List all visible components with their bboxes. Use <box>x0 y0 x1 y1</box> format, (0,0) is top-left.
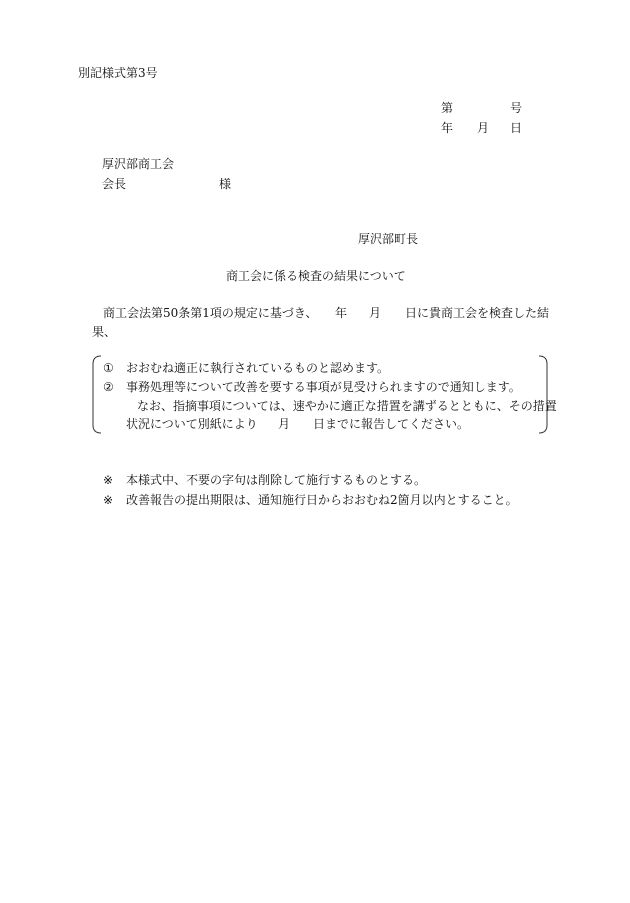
result-item2-text: 事務処理等について改善を要する事項が見受けられますので通知します。 <box>126 380 521 394</box>
addressee-title: 会長 <box>102 177 127 191</box>
subject-title: 商工会に係る検査の結果について <box>226 269 406 283</box>
body-text-continuation: 果、 <box>92 325 117 339</box>
addressee-honorific: 様 <box>219 177 232 191</box>
footnote-text: 改善報告の提出期限は、通知施行日からおおむね2箇月以内とすること。 <box>126 493 518 507</box>
date-year: 年 <box>441 121 454 135</box>
sender: 厚沢部町長 <box>358 232 419 246</box>
result-note-line2b: 日までに報告してください。 <box>313 417 470 431</box>
result-note-line2a: 状況について別紙により <box>126 417 258 431</box>
body-text-part1: 商工会法第50条第1項の規定に基づき、 <box>103 306 318 320</box>
form-number: 別記様式第3号 <box>78 66 158 80</box>
footnote-text: 本様式中、不要の字句は削除して施行するものとする。 <box>126 473 427 487</box>
result-note-line1: なお、指摘事項については、速やかに適正な措置を講ずるとともに、その措置 <box>137 399 557 413</box>
date-month: 月 <box>477 121 490 135</box>
document-number-prefix: 第 <box>441 101 454 115</box>
document-number-suffix: 号 <box>510 101 523 115</box>
addressee-organization: 厚沢部商工会 <box>102 157 175 171</box>
body-month: 月 <box>369 306 382 320</box>
body-text-part2: 日に貴商工会を検査した結 <box>405 306 550 320</box>
result-item1-marker: ① <box>103 361 114 375</box>
result-item2-marker: ② <box>103 380 114 394</box>
body-year: 年 <box>335 306 348 320</box>
date-day: 日 <box>510 121 523 135</box>
result-item1-text: おおむね適正に執行されているものと認めます。 <box>126 361 390 375</box>
result-note-line2-month: 月 <box>278 417 291 431</box>
footnote-mark: ※ <box>103 473 114 487</box>
footnote-mark: ※ <box>103 493 114 507</box>
